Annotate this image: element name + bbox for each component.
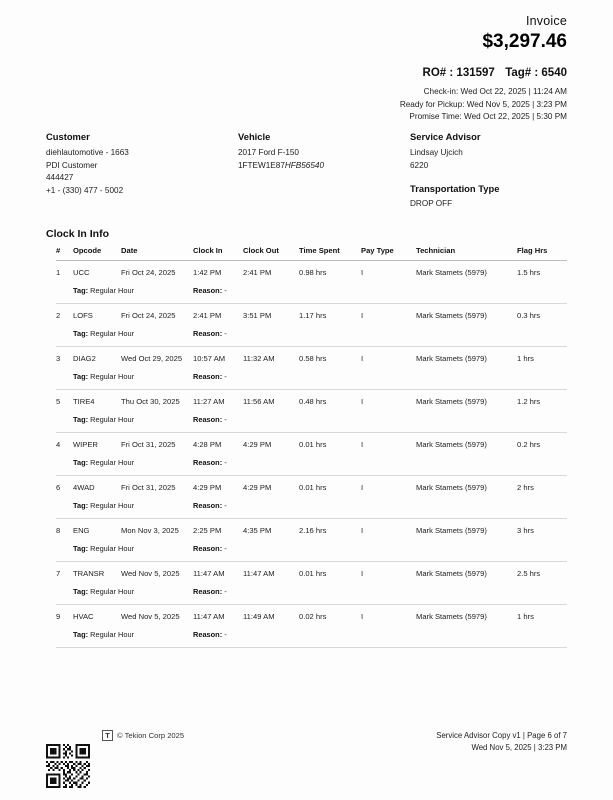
row-opcode: 4WAD xyxy=(73,483,95,492)
ready-for-pickup-time: Ready for Pickup: Wed Nov 5, 2025 | 3:23 PM xyxy=(399,99,567,109)
row-tag xyxy=(73,544,193,562)
row-time-spent: 1.17 hrs xyxy=(299,311,327,320)
row-clock-out: 4:29 PM xyxy=(243,483,272,492)
row-tag-value: Regular Hour xyxy=(90,543,135,553)
row-meta-spacer xyxy=(56,415,73,433)
col-header-clock-out: Clock Out xyxy=(243,246,299,261)
row-pay-type: I xyxy=(361,569,364,578)
table-row-meta xyxy=(56,286,567,304)
row-technician: Mark Stamets (5979) xyxy=(416,526,487,535)
row-tag-label: Tag: xyxy=(73,371,89,381)
table-row xyxy=(56,519,567,544)
row-reason xyxy=(193,587,567,605)
col-header-num: # xyxy=(56,246,73,261)
row-clock-out: 3:51 PM xyxy=(243,311,272,320)
row-pay-type: I xyxy=(361,612,364,621)
vin-prefix: 1FTEW1E87 xyxy=(238,160,285,170)
row-meta-spacer xyxy=(56,458,73,476)
customer-title: Customer xyxy=(46,131,90,142)
row-time-spent: 0.58 hrs xyxy=(299,354,327,363)
table-row xyxy=(56,605,567,630)
row-num: 1 xyxy=(56,268,61,277)
row-flag-hrs: 1 hrs xyxy=(517,354,534,363)
row-meta-spacer xyxy=(56,372,73,390)
row-reason-value: - xyxy=(224,629,227,639)
row-tag xyxy=(73,329,193,347)
row-clock-in: 1:42 PM xyxy=(193,268,222,277)
row-pay-type: I xyxy=(361,397,364,406)
row-reason xyxy=(193,372,567,390)
table-header-row xyxy=(56,246,567,261)
row-technician: Mark Stamets (5979) xyxy=(416,440,487,449)
row-clock-in: 2:41 PM xyxy=(193,311,222,320)
row-tag xyxy=(73,501,193,519)
row-tag-label: Tag: xyxy=(73,457,89,467)
transportation-title: Transportation Type xyxy=(410,183,500,195)
row-tag-label: Tag: xyxy=(73,328,89,338)
vehicle-title: Vehicle xyxy=(238,131,271,142)
row-date: Fri Oct 24, 2025 xyxy=(121,311,176,320)
row-reason-label: Reason: xyxy=(193,328,223,338)
row-tag-value: Regular Hour xyxy=(90,500,135,510)
row-tag xyxy=(73,286,193,304)
row-reason-value: - xyxy=(224,414,227,424)
table-row xyxy=(56,390,567,415)
row-clock-in: 10:57 AM xyxy=(193,354,226,363)
row-tag-value: Regular Hour xyxy=(90,285,135,295)
row-clock-out: 11:49 AM xyxy=(243,612,275,621)
row-technician: Mark Stamets (5979) xyxy=(416,354,487,363)
row-date: Fri Oct 24, 2025 xyxy=(121,268,176,277)
row-reason-label: Reason: xyxy=(193,629,223,639)
printed-timestamp: Wed Nov 5, 2025 | 3:23 PM xyxy=(471,743,567,752)
col-header-date: Date xyxy=(121,246,193,261)
row-date: Fri Oct 31, 2025 xyxy=(121,483,176,492)
table-row-meta xyxy=(56,372,567,390)
table-row xyxy=(56,562,567,587)
row-flag-hrs: 0.2 hrs xyxy=(517,440,541,449)
row-meta-spacer xyxy=(56,329,73,347)
col-header-clock-in: Clock In xyxy=(193,246,243,261)
row-time-spent: 2.16 hrs xyxy=(299,526,327,535)
row-reason xyxy=(193,415,567,433)
tekion-logo-icon: T xyxy=(102,730,113,741)
row-technician: Mark Stamets (5979) xyxy=(416,612,487,621)
row-reason-label: Reason: xyxy=(193,586,223,596)
row-technician: Mark Stamets (5979) xyxy=(416,483,487,492)
row-clock-in: 11:27 AM xyxy=(193,397,225,406)
row-flag-hrs: 1.5 hrs xyxy=(517,268,541,277)
ro-tag-line xyxy=(46,67,567,79)
row-flag-hrs: 2 hrs xyxy=(517,483,534,492)
table-row-meta xyxy=(56,415,567,433)
qr-code xyxy=(46,744,90,788)
row-clock-out: 11:32 AM xyxy=(243,354,275,363)
row-reason xyxy=(193,501,567,519)
row-tag-label: Tag: xyxy=(73,500,89,510)
col-header-pay-type: Pay Type xyxy=(361,246,416,261)
row-meta-spacer xyxy=(56,286,73,304)
row-reason-value: - xyxy=(224,586,227,596)
advisor-block xyxy=(410,131,567,211)
customer-account: 444427 xyxy=(46,173,74,183)
row-opcode: UCC xyxy=(73,268,90,277)
row-clock-out: 11:56 AM xyxy=(243,397,275,406)
row-clock-out: 11:47 AM xyxy=(243,569,275,578)
table-row-meta xyxy=(56,501,567,519)
row-reason xyxy=(193,286,567,304)
table-row-meta xyxy=(56,544,567,562)
row-date: Mon Nov 3, 2025 xyxy=(121,526,179,535)
table-row-meta xyxy=(56,329,567,347)
row-reason xyxy=(193,544,567,562)
row-tag xyxy=(73,372,193,390)
row-technician: Mark Stamets (5979) xyxy=(416,397,487,406)
customer-name: diehlautomotive - 1663 xyxy=(46,148,129,157)
col-header-technician: Technician xyxy=(416,246,517,261)
row-clock-in: 4:28 PM xyxy=(193,440,222,449)
row-reason-value: - xyxy=(224,371,227,381)
row-pay-type: I xyxy=(361,268,364,277)
row-clock-in: 2:25 PM xyxy=(193,526,222,535)
table-row xyxy=(56,433,567,458)
tag-label: Tag# : xyxy=(505,67,539,79)
row-num: 6 xyxy=(56,483,61,492)
row-reason-label: Reason: xyxy=(193,414,223,424)
row-pay-type: I xyxy=(361,311,364,320)
row-tag-label: Tag: xyxy=(73,543,89,553)
row-tag-label: Tag: xyxy=(73,414,89,424)
row-opcode: HVAC xyxy=(73,612,94,621)
row-reason-value: - xyxy=(224,285,227,295)
row-tag xyxy=(73,458,193,476)
row-reason-label: Reason: xyxy=(193,285,223,295)
row-tag xyxy=(73,415,193,433)
row-time-spent: 0.98 hrs xyxy=(299,268,327,277)
row-reason xyxy=(193,630,567,648)
row-reason-value: - xyxy=(224,457,227,467)
ro-number: 131597 xyxy=(456,67,495,79)
row-flag-hrs: 2.5 hrs xyxy=(517,569,541,578)
col-header-flag-hrs: Flag Hrs xyxy=(517,246,567,261)
vin-rest: HFB56540 xyxy=(284,160,325,170)
footer-right-block xyxy=(436,730,567,754)
transportation-value: DROP OFF xyxy=(410,199,453,209)
row-clock-in: 4:29 PM xyxy=(193,483,222,492)
customer-line2: PDI Customer xyxy=(46,160,98,170)
row-tag-value: Regular Hour xyxy=(90,457,135,467)
promise-time: Promise Time: Wed Oct 22, 2025 | 5:30 PM xyxy=(409,112,567,121)
row-tag-label: Tag: xyxy=(73,586,89,596)
row-clock-out: 4:29 PM xyxy=(243,440,272,449)
row-date: Fri Oct 31, 2025 xyxy=(121,440,176,449)
row-tag-value: Regular Hour xyxy=(90,328,135,338)
row-num: 8 xyxy=(56,526,61,535)
row-tag xyxy=(73,587,193,605)
table-row xyxy=(56,476,567,501)
row-technician: Mark Stamets (5979) xyxy=(416,268,487,277)
row-technician: Mark Stamets (5979) xyxy=(416,569,487,578)
invoice-label: Invoice xyxy=(525,14,567,28)
row-time-spent: 0.01 hrs xyxy=(299,569,327,578)
ro-label: RO# : xyxy=(422,67,454,79)
invoice-header xyxy=(46,14,567,124)
row-time-spent: 0.48 hrs xyxy=(299,397,327,406)
row-flag-hrs: 3 hrs xyxy=(517,526,534,535)
row-date: Thu Oct 30, 2025 xyxy=(121,397,180,406)
row-flag-hrs: 1 hrs xyxy=(517,612,534,621)
row-time-spent: 0.01 hrs xyxy=(299,483,327,492)
checkin-time: Check-in: Wed Oct 22, 2025 | 11:24 AM xyxy=(423,87,567,96)
row-time-spent: 0.01 hrs xyxy=(299,440,327,449)
col-header-opcode: Opcode xyxy=(73,246,121,261)
clock-in-table xyxy=(56,246,567,648)
clock-in-section-title: Clock In Info xyxy=(46,228,109,240)
row-reason-value: - xyxy=(224,543,227,553)
col-header-time-spent: Time Spent xyxy=(299,246,361,261)
row-reason-label: Reason: xyxy=(193,457,223,467)
clock-in-table-wrap xyxy=(56,246,567,648)
row-tag xyxy=(73,630,193,648)
advisor-name: Lindsay Ujcich xyxy=(410,148,463,157)
row-flag-hrs: 0.3 hrs xyxy=(517,311,541,320)
row-clock-in: 11:47 AM xyxy=(193,569,225,578)
advisor-title: Service Advisor xyxy=(410,131,481,142)
row-num: 3 xyxy=(56,354,61,363)
time-info xyxy=(46,86,567,124)
copyright-text: © Tekion Corp 2025 xyxy=(117,731,185,740)
customer-block xyxy=(46,131,238,211)
row-num: 7 xyxy=(56,569,61,578)
row-technician: Mark Stamets (5979) xyxy=(416,311,487,320)
row-opcode: ENG xyxy=(73,526,90,535)
info-columns xyxy=(46,131,567,211)
table-row xyxy=(56,347,567,372)
row-tag-value: Regular Hour xyxy=(90,414,135,424)
table-row xyxy=(56,261,567,286)
row-opcode: LOFS xyxy=(73,311,93,320)
row-tag-label: Tag: xyxy=(73,629,89,639)
invoice-amount: $3,297.46 xyxy=(482,31,567,52)
row-reason xyxy=(193,458,567,476)
row-tag-label: Tag: xyxy=(73,285,89,295)
row-meta-spacer xyxy=(56,630,73,648)
row-num: 9 xyxy=(56,612,61,621)
row-num: 4 xyxy=(56,440,61,449)
advisor-id: 6220 xyxy=(410,160,429,170)
table-row xyxy=(56,304,567,329)
row-pay-type: I xyxy=(361,440,364,449)
row-opcode: TIRE4 xyxy=(73,397,95,406)
row-clock-out: 4:35 PM xyxy=(243,526,272,535)
row-tag-value: Regular Hour xyxy=(90,371,135,381)
row-meta-spacer xyxy=(56,587,73,605)
row-opcode: TRANSR xyxy=(73,569,105,578)
row-reason-label: Reason: xyxy=(193,500,223,510)
row-num: 5 xyxy=(56,397,61,406)
tag-number: 6540 xyxy=(541,67,567,79)
customer-phone: +1 - (330) 477 - 5002 xyxy=(46,185,124,195)
table-row-meta xyxy=(56,587,567,605)
vehicle-block xyxy=(238,131,410,211)
row-reason-value: - xyxy=(224,500,227,510)
row-reason-label: Reason: xyxy=(193,371,223,381)
row-clock-in: 11:47 AM xyxy=(193,612,225,621)
vehicle-description: 2017 Ford F-150 xyxy=(238,148,299,157)
row-tag-value: Regular Hour xyxy=(90,586,135,596)
copyright-block xyxy=(102,730,184,741)
clock-in-table-head xyxy=(56,246,567,261)
row-time-spent: 0.02 hrs xyxy=(299,612,327,621)
vehicle-vin xyxy=(238,160,410,173)
row-opcode: DIAG2 xyxy=(73,354,96,363)
row-reason-label: Reason: xyxy=(193,543,223,553)
table-row-meta xyxy=(56,458,567,476)
row-num: 2 xyxy=(56,311,61,320)
row-pay-type: I xyxy=(361,354,364,363)
row-clock-out: 2:41 PM xyxy=(243,268,272,277)
row-date: Wed Nov 5, 2025 xyxy=(121,612,180,621)
row-opcode: WIPER xyxy=(73,440,98,449)
row-reason xyxy=(193,329,567,347)
row-meta-spacer xyxy=(56,501,73,519)
row-tag-value: Regular Hour xyxy=(90,629,135,639)
row-pay-type: I xyxy=(361,483,364,492)
row-reason-value: - xyxy=(224,328,227,338)
row-pay-type: I xyxy=(361,526,364,535)
table-row-meta xyxy=(56,630,567,648)
clock-in-table-body xyxy=(56,261,567,648)
copy-version-line: Service Advisor Copy v1 | Page 6 of 7 xyxy=(436,731,567,740)
row-meta-spacer xyxy=(56,544,73,562)
row-date: Wed Oct 29, 2025 xyxy=(121,354,183,363)
row-date: Wed Nov 5, 2025 xyxy=(121,569,180,578)
row-flag-hrs: 1.2 hrs xyxy=(517,397,541,406)
